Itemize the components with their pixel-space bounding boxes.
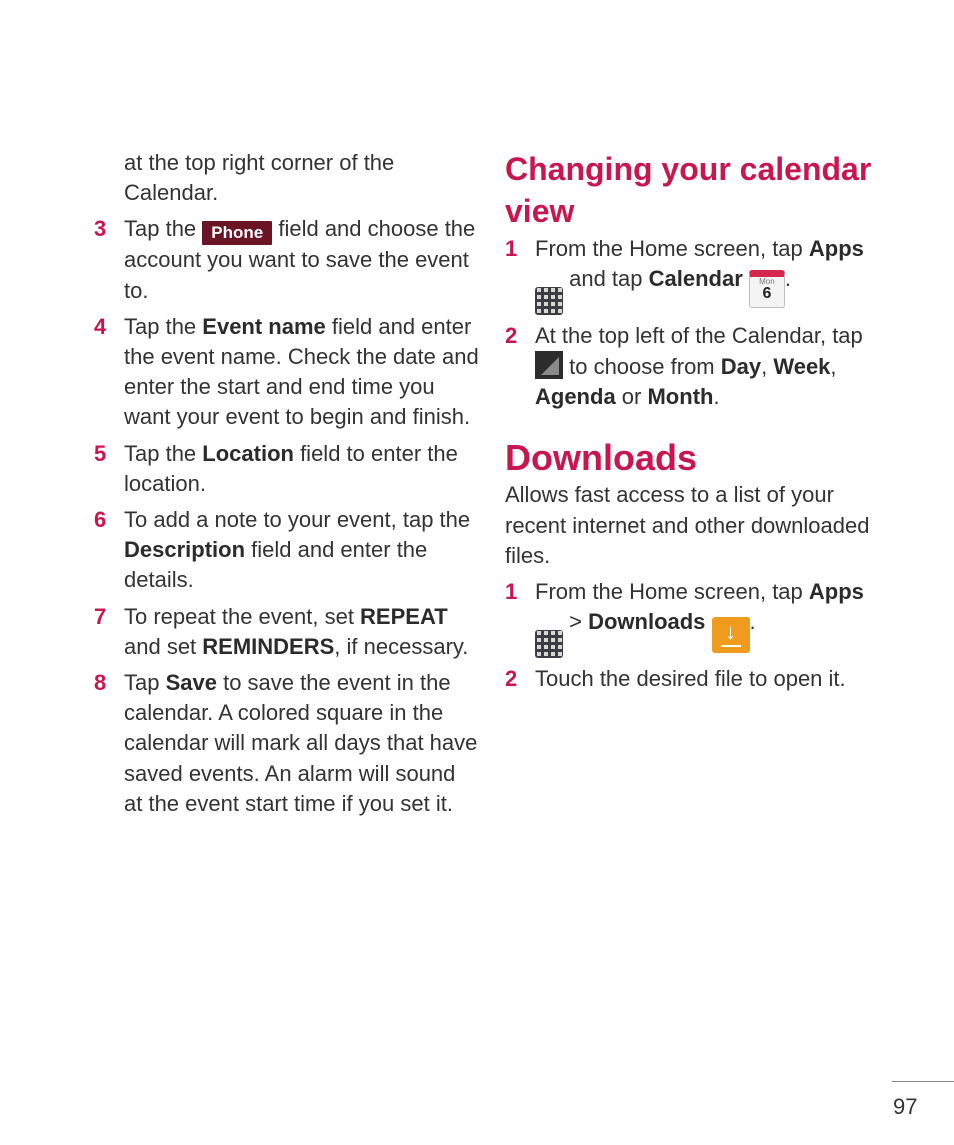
- step-text: From the Home screen, tap: [535, 578, 809, 604]
- step-text: Tap the: [124, 313, 203, 339]
- calendar-step-1: [505, 234, 895, 315]
- calendar-icon: [749, 270, 785, 308]
- step-number: 5: [94, 440, 107, 466]
- step-number: 1: [505, 578, 518, 604]
- step-text: To add a note to your event, tap the: [124, 507, 471, 533]
- bold-term: Day: [720, 353, 762, 379]
- bold-term: Event name: [202, 313, 326, 339]
- bold-term: Location: [202, 440, 294, 466]
- bold-term: Apps: [808, 578, 864, 604]
- step-text: .: [713, 384, 720, 410]
- apps-grid-icon: [535, 287, 563, 315]
- step-text: >: [563, 609, 589, 635]
- step-number: 1: [505, 236, 518, 261]
- step-text: At the top left of the Calendar, tap: [535, 322, 863, 348]
- step-text: .: [784, 266, 792, 292]
- left-column: [94, 148, 479, 819]
- step-text: field and enter the details.: [124, 537, 428, 593]
- step-text: and set: [124, 633, 203, 659]
- step-5: [94, 439, 479, 499]
- step-text: From the Home screen, tap: [535, 236, 809, 261]
- step-4: [94, 312, 479, 433]
- step-3: [94, 214, 479, 305]
- step-text: .: [749, 609, 756, 635]
- step-8: [94, 668, 479, 819]
- step-text: field and enter the event name. Check the date and enter the start and end time you want your event to begin and finish.: [124, 313, 479, 430]
- bold-term: Description: [124, 537, 246, 563]
- bold-term: Agenda: [535, 384, 616, 410]
- downloads-step-2: [505, 664, 895, 694]
- step-text: or: [615, 384, 648, 410]
- page-number: 97: [893, 1094, 918, 1119]
- step-number: 2: [505, 665, 518, 691]
- step-text: Tap the: [124, 216, 203, 242]
- step-text: and tap: [563, 266, 649, 292]
- downloads-description: Allows fast access to a list of your recent internet and other downloaded files.: [505, 482, 870, 568]
- downloads-step-1: [505, 577, 895, 658]
- step-text: Tap: [124, 670, 166, 696]
- bold-term: REMINDERS: [202, 633, 335, 659]
- view-switch-icon: [535, 351, 563, 379]
- step-text: field and choose the account you want to save the event to.: [124, 216, 476, 303]
- step-text: to choose from: [563, 353, 721, 379]
- calendar-icon-day: 6: [762, 285, 772, 303]
- step-text: , if necessary.: [334, 633, 469, 659]
- bold-term: Apps: [808, 236, 864, 261]
- intro-text: at the top right corner of the Calendar.: [124, 150, 395, 206]
- bold-term: REPEAT: [360, 603, 448, 629]
- bold-term: Calendar: [648, 266, 743, 292]
- step-text: Touch the desired file to open it.: [535, 665, 846, 691]
- footer-divider: [892, 1081, 954, 1082]
- calendar-step-2: [505, 321, 895, 413]
- bold-term: Save: [165, 670, 217, 696]
- step-number: 8: [94, 670, 107, 696]
- section-heading-calendar-view: Changing your calendar view: [505, 151, 872, 229]
- step-7: [94, 602, 479, 662]
- phone-field-button: Phone: [202, 221, 272, 245]
- downloads-icon: ↓: [712, 617, 750, 653]
- step-text: ,: [761, 353, 774, 379]
- step-number: 2: [505, 322, 518, 348]
- apps-grid-icon: [535, 630, 563, 658]
- step-text: Tap the: [124, 440, 203, 466]
- step-number: 3: [94, 216, 107, 242]
- bold-term: Week: [773, 353, 831, 379]
- section-heading-downloads: Downloads: [505, 437, 698, 479]
- step-number: 6: [94, 507, 107, 533]
- bold-term: Downloads: [588, 609, 706, 635]
- right-column: [505, 148, 895, 694]
- step-text: ,: [830, 353, 837, 379]
- step-number: 4: [94, 313, 107, 339]
- step-6: [94, 505, 479, 596]
- step-text: To repeat the event, set: [124, 603, 361, 629]
- calendar-icon-month: Mon: [759, 277, 775, 287]
- step-text: to save the event in the calendar. A colored square in the calendar will mark all days that have saved events. An alarm will sound at the event start time if you set it.: [124, 670, 478, 816]
- step-text: field to enter the location.: [124, 440, 458, 496]
- step-number: 7: [94, 603, 107, 629]
- bold-term: Month: [647, 384, 714, 410]
